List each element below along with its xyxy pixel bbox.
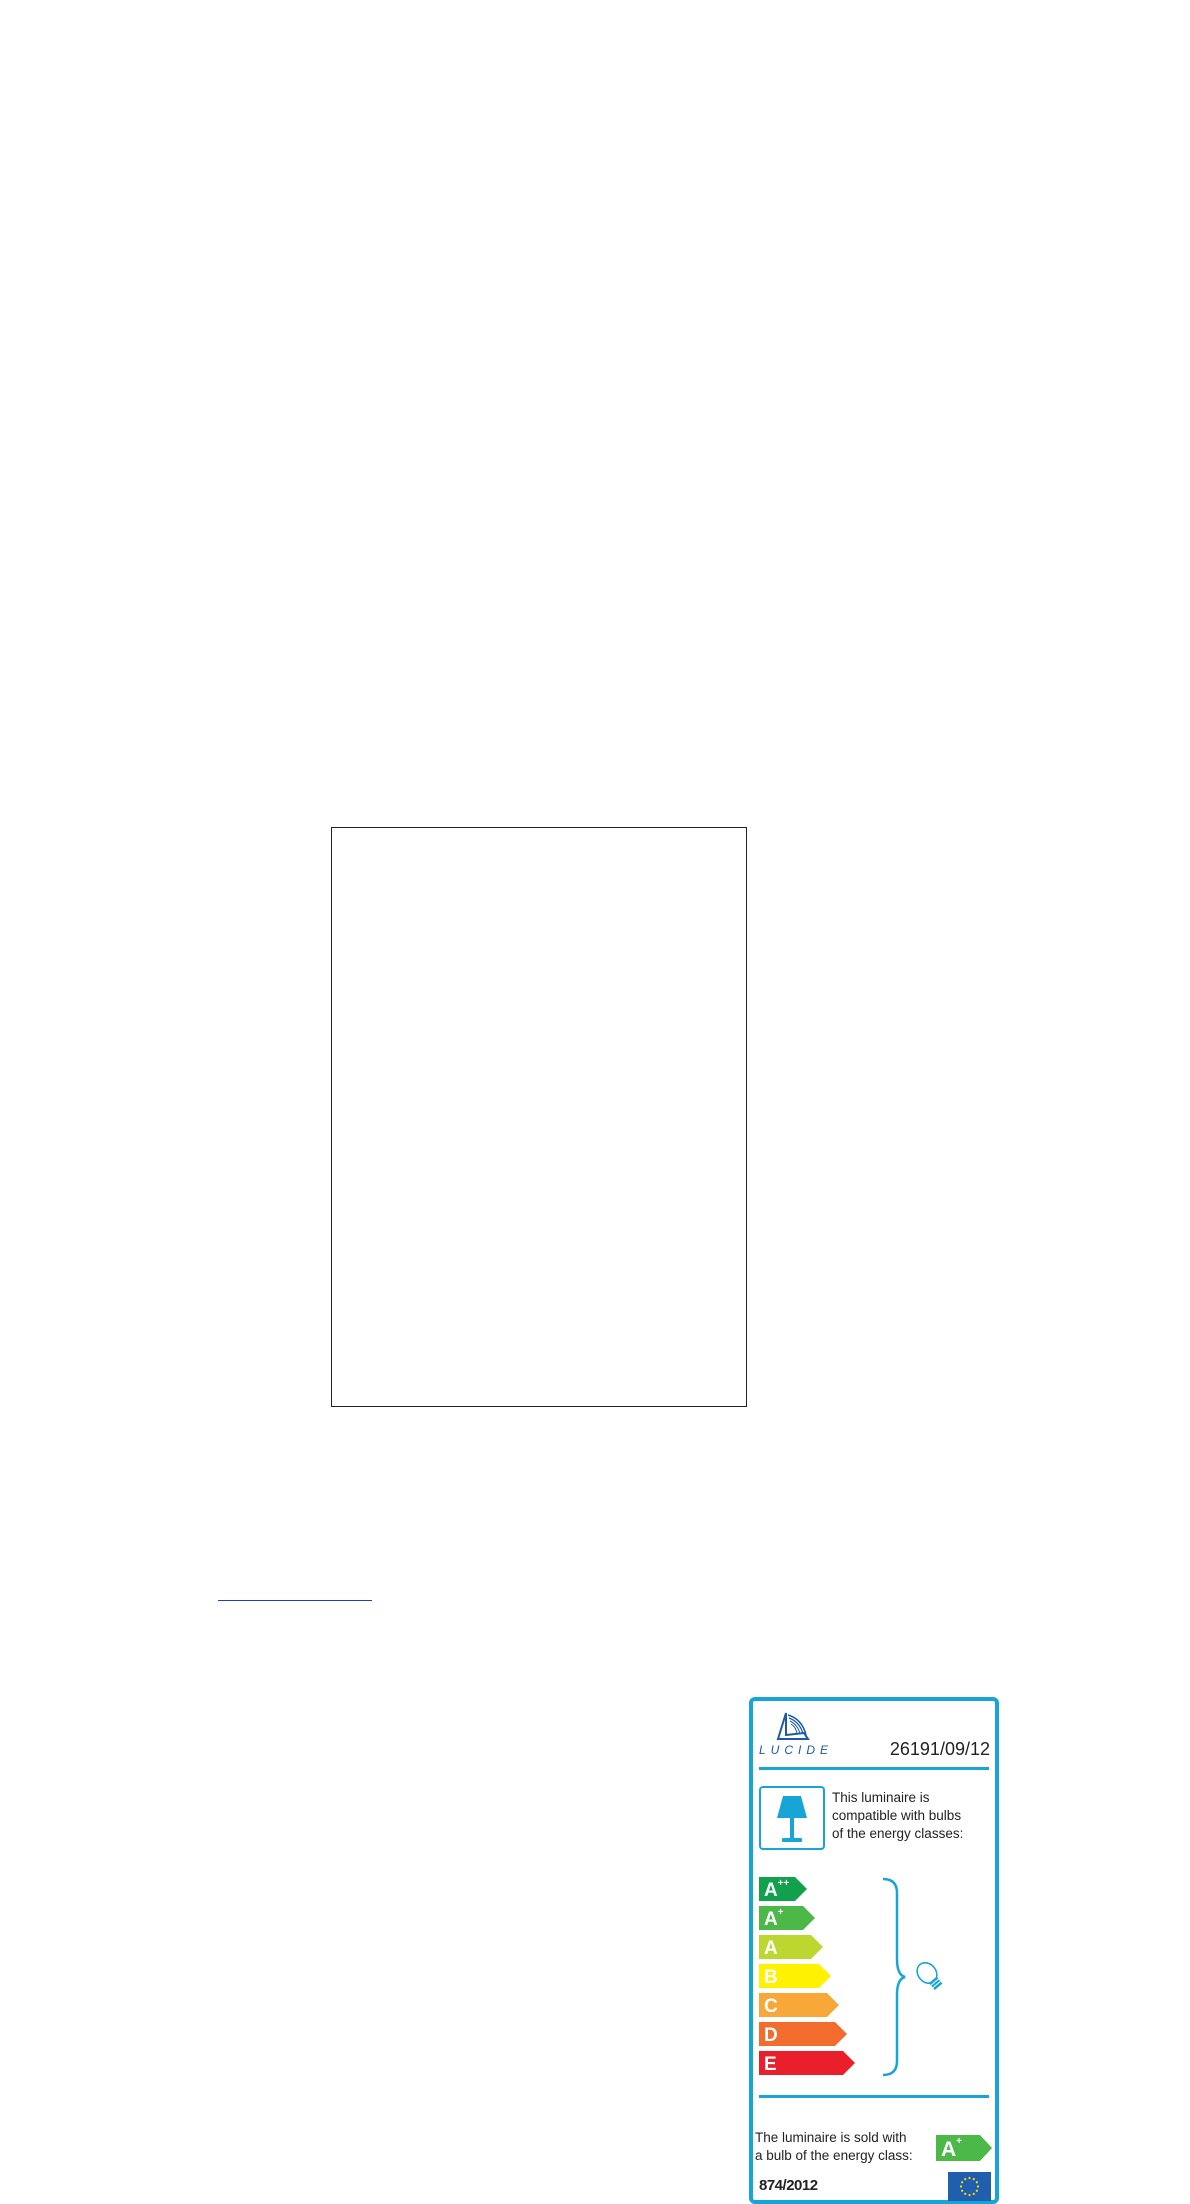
eu-star-icon: [977, 2185, 979, 2187]
energy-class-label: A: [764, 1880, 778, 1901]
eu-star-icon: [973, 2193, 975, 2195]
compatibility-line: of the energy classes:: [832, 1826, 964, 1841]
energy-class-b: [759, 1964, 831, 1988]
energy-class-label: C: [764, 1996, 778, 2017]
divider-top: [759, 1767, 989, 1770]
compatibility-line: This luminaire is: [832, 1790, 930, 1805]
energy-class-aplus: [936, 2135, 992, 2161]
light-bulb-icon: [913, 1959, 945, 1993]
sold-line: a bulb of the energy class:: [755, 2148, 913, 2163]
energy-class-label: A: [764, 1909, 778, 1930]
energy-class-label: B: [764, 1967, 778, 1988]
curly-brace-icon: [883, 1879, 905, 2075]
eu-star-icon: [964, 2178, 966, 2180]
energy-class-e: [759, 2051, 855, 2075]
energy-class-c: [759, 1993, 839, 2017]
bracket-and-bulb: [883, 1877, 973, 2077]
energy-class-scale: [759, 1877, 869, 2087]
table-lamp-icon: [761, 1788, 823, 1848]
energy-class-aplus: [759, 1906, 815, 1930]
energy-class-aplusplus: [759, 1877, 807, 1901]
sold-line: The luminaire is sold with: [755, 2130, 907, 2145]
eu-flag-icon: [948, 2172, 991, 2201]
eu-star-icon: [961, 2181, 963, 2183]
energy-class-label: A: [764, 1938, 778, 1959]
model-number: 26191/09/12: [889, 1739, 990, 1759]
energy-class-superscript: ++: [777, 1878, 790, 1889]
energy-class-label: A: [941, 2138, 957, 2161]
lamp-icon-box: [759, 1786, 825, 1850]
eu-star-icon: [976, 2190, 978, 2192]
regulation-number: 874/2012: [759, 2177, 818, 2194]
energy-class-superscript: +: [777, 1907, 784, 1918]
eu-star-icon: [968, 2177, 970, 2179]
energy-class-label: E: [764, 2054, 777, 2075]
energy-class-d: [759, 2022, 847, 2046]
eu-star-icon: [973, 2178, 975, 2180]
compatibility-line: compatible with bulbs: [832, 1808, 962, 1823]
divider-bottom: [759, 2095, 989, 2098]
energy-class-label: D: [764, 2025, 778, 2046]
eu-star-icon: [960, 2185, 962, 2187]
sold-energy-class-arrow: [936, 2134, 994, 2162]
eu-star-icon: [964, 2193, 966, 2195]
brand-name: LUCIDE: [759, 1743, 834, 1757]
eu-star-icon: [968, 2194, 970, 2196]
energy-class-superscript: +: [956, 2136, 962, 2147]
compatibility-text: [832, 1789, 992, 1843]
figure-frame: [331, 827, 990, 2194]
eu-star-icon: [961, 2190, 963, 2192]
energy-label: [749, 1697, 999, 2204]
eu-star-icon: [976, 2181, 978, 2183]
sold-with-text: [755, 2129, 913, 2165]
footnote-separator: [218, 1600, 372, 1601]
energy-class-a: [759, 1935, 823, 1959]
